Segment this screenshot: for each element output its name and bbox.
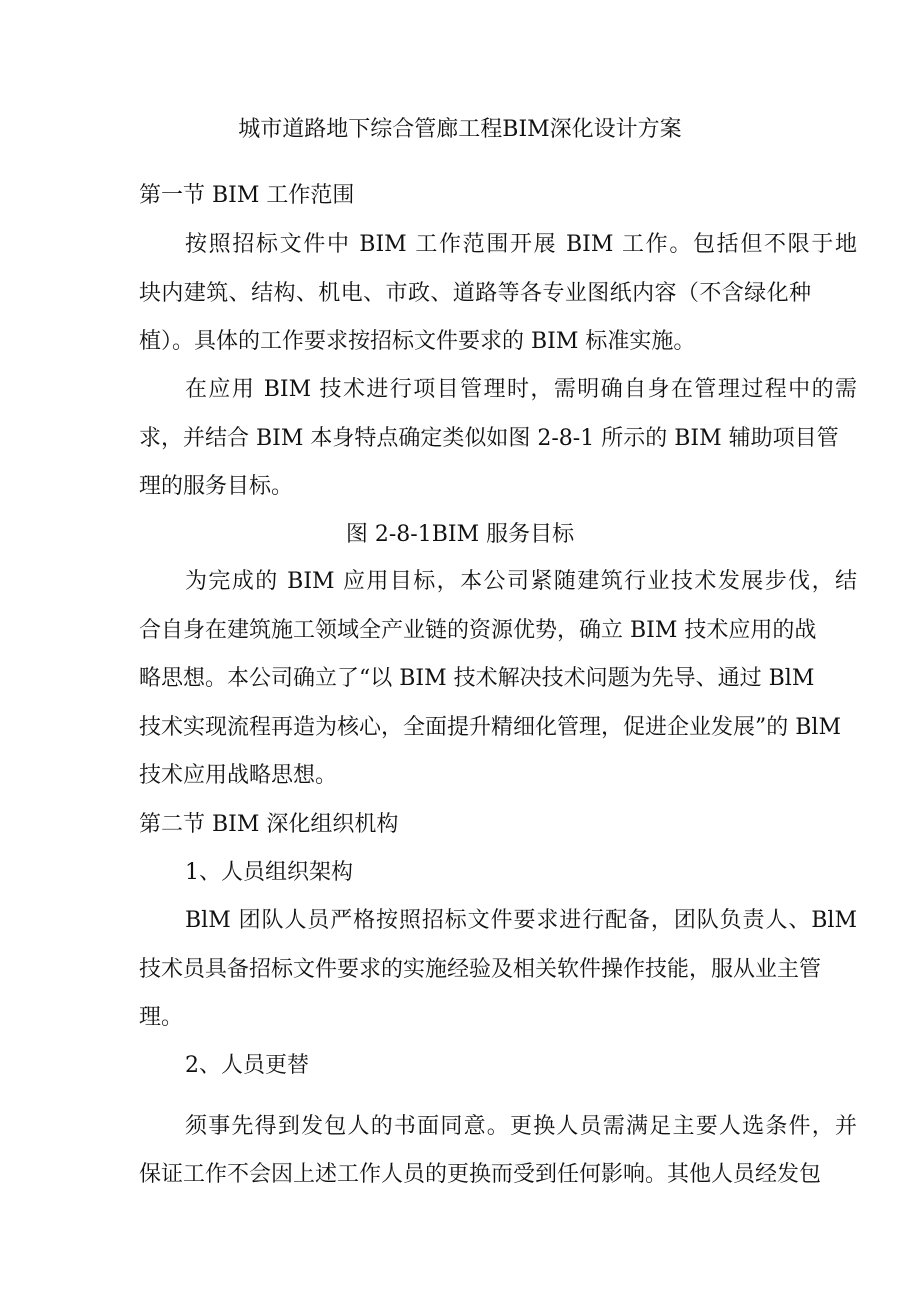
paragraph-line: 在应用 BIM 技术进行项目管理时，需明确自身在管理过程中的需 <box>185 377 857 402</box>
paragraph-line: 求，并结合 BIM 本身特点确定类似如图 2-8-1 所示的 BIM 辅助项目管 <box>139 426 839 451</box>
paragraph-line: 按照招标文件中 BIM 工作范围开展 BIM 工作。包括但不限于地 <box>185 232 857 257</box>
document-title: 城市道路地下综合管廊工程BIM深化设计方案 <box>238 117 682 142</box>
paragraph-line: 技术员具备招标文件要求的实施经验及相关软件操作技能，服从业主管 <box>139 957 822 982</box>
section-2-heading: 第二节 BIM 深化组织机构 <box>139 812 399 837</box>
paragraph-line: 略思想。本公司确立了“以 BIM 技术解决技术问题为先导、通过 BlM <box>139 666 815 691</box>
paragraph-line: 保证工作不会因上述工作人员的更换而受到任何影响。其他人员经发包 <box>139 1162 822 1187</box>
paragraph-line: 植）。具体的工作要求按招标文件要求的 BIM 标准实施。 <box>139 329 696 354</box>
paragraph-line: 块内建筑、结构、机电、市政、道路等各专业图纸内容（不含绿化种 <box>139 281 811 306</box>
paragraph-line: 为完成的 BIM 应用目标，本公司紧随建筑行业技术发展步伐，结 <box>185 569 857 594</box>
subsection-1-heading: 1、人员组织架构 <box>185 860 353 885</box>
paragraph-line: 合自身在建筑施工领域全产业链的资源优势，确立 BIM 技术应用的战 <box>139 618 817 643</box>
paragraph-line: 理。 <box>139 1005 184 1030</box>
paragraph-line: 须事先得到发包人的书面同意。更换人员需满足主要人选条件，并 <box>185 1114 857 1139</box>
subsection-2-heading: 2、人员更替 <box>185 1053 309 1078</box>
paragraph-line: 技术实现流程再造为核心，全面提升精细化管理，促进企业发展”的 BlM <box>139 715 841 740</box>
figure-caption: 图 2-8-1BIM 服务目标 <box>345 522 575 547</box>
paragraph-line: 理的服务目标。 <box>139 474 294 499</box>
paragraph-line: 技术应用战略思想。 <box>139 763 338 788</box>
section-1-heading: 第一节 BIM 工作范围 <box>139 183 355 208</box>
paragraph-line: BlM 团队人员严格按照招标文件要求进行配备，团队负责人、BlM <box>185 908 857 933</box>
